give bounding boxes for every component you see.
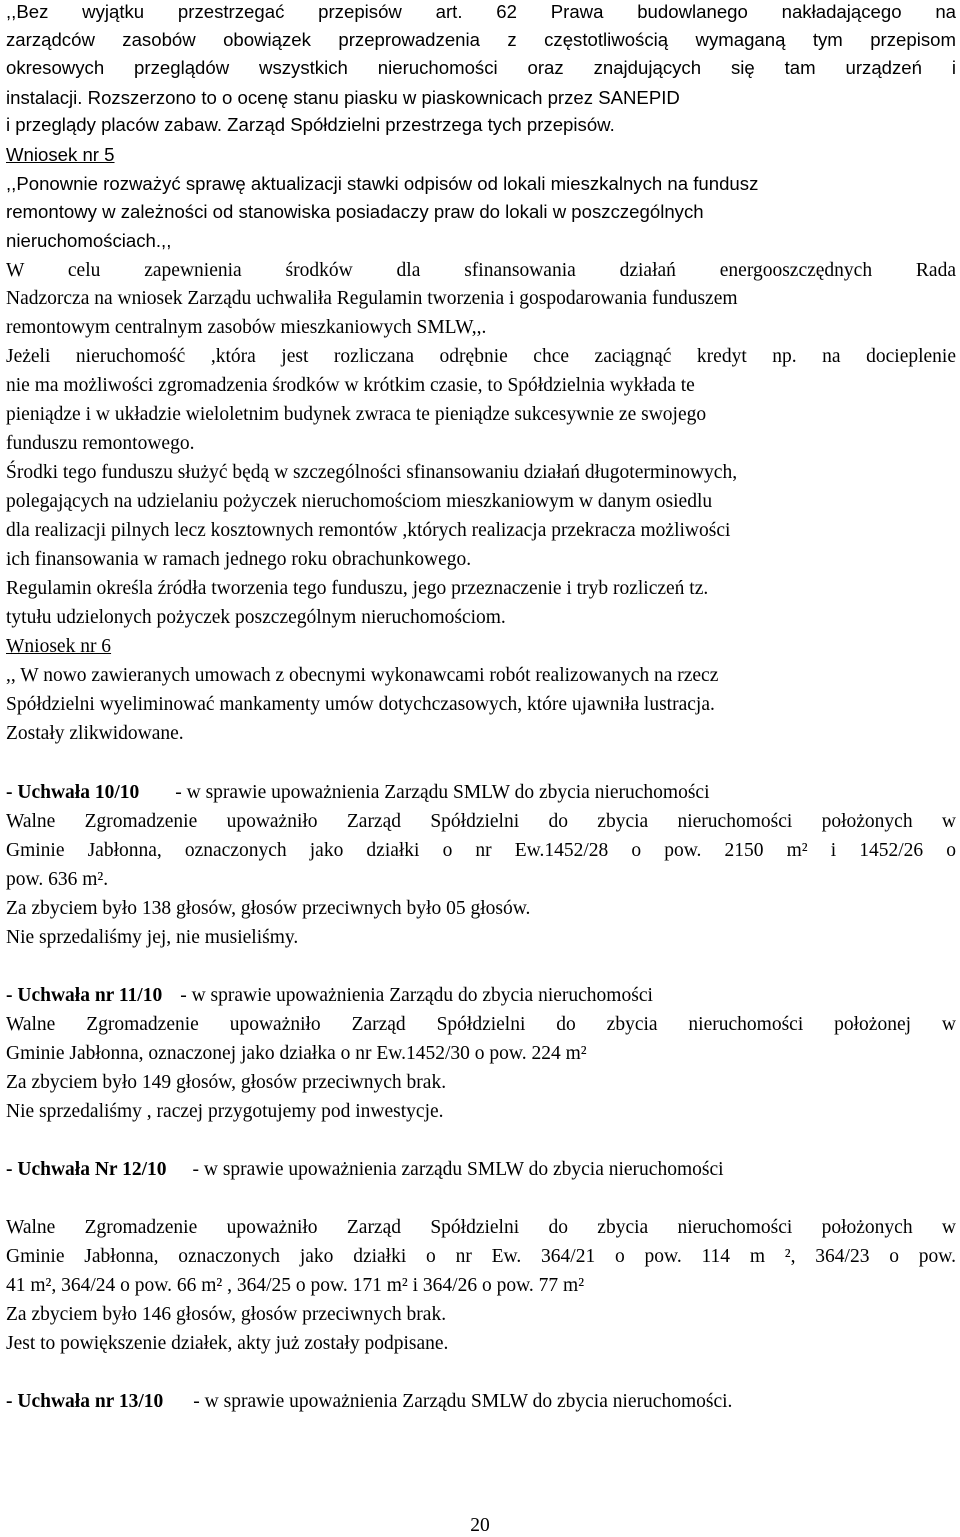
- wniosek-6-line-1: ,, W nowo zawieranych umowach z obecnymi wykonawcami robót realizowanych na rzecz: [6, 665, 719, 686]
- uchwala-11-desc: - w sprawie upoważnienia Zarządu do zbycia nieruchomości: [180, 985, 653, 1006]
- uchwala-11-line-3: Za zbyciem było 149 głosów, głosów przeciwnych brak.: [6, 1072, 447, 1093]
- uchwala-10-line-4: Za zbyciem było 138 głosów, głosów przeciwnych było 05 głosów.: [6, 898, 531, 919]
- intro-line-2: zarządców zasobów obowiązek przeprowadzenia z częstotliwością wymaganą tym przepisom: [6, 29, 956, 50]
- uchwala-12-line-2: Gminie Jabłonna, oznaczonych jako działki o nr Ew. 364/21 o pow. 114 m ², 364/23 o pow.: [6, 1246, 956, 1267]
- page-number: 20: [470, 1515, 490, 1536]
- wniosek-5-heading: Wniosek nr 5: [6, 144, 115, 165]
- wniosek-5-line-10: funduszu remontowego.: [6, 433, 195, 454]
- uchwala-13-title: - Uchwała nr 13/10: [6, 1391, 164, 1412]
- wniosek-5-line-14: ich finansowania w ramach jednego roku obrachunkowego.: [6, 549, 472, 570]
- uchwala-11-title: - Uchwała nr 11/10: [6, 985, 163, 1006]
- uchwala-10-line-1: Walne Zgromadzenie upoważniło Zarząd Spółdzielni do zbycia nieruchomości położonych w: [6, 811, 956, 832]
- uchwala-10-line-5: Nie sprzedaliśmy jej, nie musieliśmy.: [6, 927, 299, 948]
- wniosek-5-line-1: ,,Ponownie rozważyć sprawę aktualizacji stawki odpisów od lokali mieszkalnych na fundusz: [6, 173, 759, 194]
- wniosek-6-heading: Wniosek nr 6: [6, 636, 112, 657]
- uchwala-13-header: [6, 1390, 732, 1414]
- wniosek-5-line-2: remontowy w zależności od stanowiska posiadaczy praw do lokali w poszczególnych: [6, 201, 704, 222]
- wniosek-5-line-11: Środki tego funduszu służyć będą w szczególności sfinansowaniu działań długoterminowych,: [6, 462, 738, 483]
- uchwala-11-line-1: Walne Zgromadzenie upoważniło Zarząd Spółdzielni do zbycia nieruchomości położonej w: [6, 1014, 956, 1035]
- uchwala-12-title: - Uchwała Nr 12/10: [6, 1159, 167, 1180]
- uchwala-10-line-2: Gminie Jabłonna, oznaczonych jako działki o nr Ew.1452/28 o pow. 2150 m² i 1452/26 o: [6, 840, 956, 861]
- uchwala-10-header: [6, 781, 710, 805]
- uchwala-12-line-3: 41 m², 364/24 o pow. 66 m² , 364/25 o pow. 171 m² i 364/26 o pow. 77 m²: [6, 1275, 585, 1296]
- uchwala-10-line-3: pow. 636 m².: [6, 869, 109, 890]
- uchwala-12-line-1: Walne Zgromadzenie upoważniło Zarząd Spółdzielni do zbycia nieruchomości położonych w: [6, 1217, 956, 1238]
- wniosek-5-line-7: Jeżeli nieruchomość ,która jest rozliczana odrębnie chce zaciągnąć kredyt np. na docieplenie: [6, 346, 956, 367]
- uchwala-11-line-4: Nie sprzedaliśmy , raczej przygotujemy pod inwestycje.: [6, 1101, 444, 1122]
- wniosek-5-line-8: nie ma możliwości zgromadzenia środków w krótkim czasie, to Spółdzielnia wykłada te: [6, 375, 695, 396]
- intro-line-3: okresowych przeglądów wszystkich nieruchomości oraz znajdujących się tam urządzeń i: [6, 57, 956, 78]
- wniosek-5-line-5: Nadzorcza na wniosek Zarządu uchwaliła Regulamin tworzenia i gospodarowania funduszem: [6, 288, 738, 309]
- uchwala-12-desc: - w sprawie upoważnienia zarządu SMLW do zbycia nieruchomości: [192, 1159, 724, 1180]
- intro-line-4: instalacji. Rozszerzono to o ocenę stanu piasku w piaskownicach przez SANEPID: [6, 87, 680, 108]
- wniosek-5-line-6: remontowym centralnym zasobów mieszkaniowych SMLW,,.: [6, 317, 487, 338]
- uchwala-11-line-2: Gminie Jabłonna, oznaczonej jako działka o nr Ew.1452/30 o pow. 224 m²: [6, 1043, 587, 1064]
- uchwala-10-title: - Uchwała 10/10: [6, 782, 140, 803]
- uchwala-12-line-4: Za zbyciem było 146 głosów, głosów przeciwnych brak.: [6, 1304, 447, 1325]
- uchwala-12-header: [6, 1158, 724, 1182]
- wniosek-6-line-2: Spółdzielni wyeliminować mankamenty umów dotychczasowych, które ujawniła lustracja.: [6, 694, 715, 715]
- wniosek-5-line-9: pieniądze i w układzie wieloletnim budynek zwraca te pieniądze sukcesywnie ze swojego: [6, 404, 707, 425]
- uchwala-11-header: [6, 984, 653, 1008]
- wniosek-5-line-13: dla realizacji pilnych lecz kosztownych remontów ,których realizacja przekracza możliwości: [6, 520, 731, 541]
- uchwala-12-line-5: Jest to powiększenie działek, akty już zostały podpisane.: [6, 1333, 449, 1354]
- wniosek-5-line-15: Regulamin określa źródła tworzenia tego funduszu, jego przeznaczenie i tryb rozliczeń tz.: [6, 578, 709, 599]
- intro-line-1: ,,Bez wyjątku przestrzegać przepisów art. 62 Prawa budowlanego nakładającego na: [6, 1, 956, 22]
- wniosek-5-line-16: tytułu udzielonych pożyczek poszczególnym nieruchomościom.: [6, 607, 506, 628]
- intro-line-5: i przeglądy placów zabaw. Zarząd Spółdzielni przestrzega tych przepisów.: [6, 114, 615, 135]
- wniosek-5-line-3: nieruchomościach.,,: [6, 230, 172, 251]
- wniosek-6-line-3: Zostały zlikwidowane.: [6, 723, 184, 744]
- uchwala-13-desc: - w sprawie upoważnienia Zarządu SMLW do zbycia nieruchomości.: [193, 1391, 733, 1412]
- wniosek-5-line-12: polegających na udzielaniu pożyczek nieruchomościom mieszkaniowym w danym osiedlu: [6, 491, 713, 512]
- uchwala-10-desc: - w sprawie upoważnienia Zarządu SMLW do zbycia nieruchomości: [175, 782, 710, 803]
- wniosek-5-line-4: W celu zapewnienia środków dla sfinansowania działań energooszczędnych Rada: [6, 260, 956, 281]
